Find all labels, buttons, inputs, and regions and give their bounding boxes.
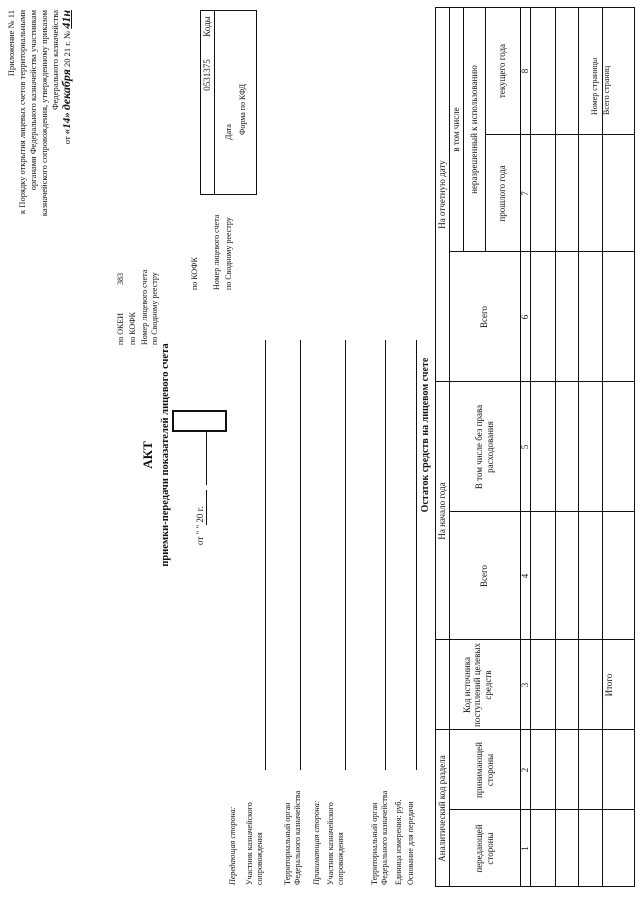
incl-header: в том числе: [450, 107, 461, 152]
analytic-header: Аналитический код раздела: [436, 755, 447, 862]
col-num-7: 7: [519, 191, 530, 196]
reg2-label: по Сводному реестру: [150, 272, 159, 345]
reg1-label: по Сводному реестру: [224, 217, 233, 290]
col-num-6: 6: [519, 314, 530, 320]
receive-side-label: Принимающая сторона:: [312, 800, 321, 885]
prev-year-header: прошлого года: [497, 165, 508, 222]
participant1-label: Участник казначейского сопровождения: [245, 802, 264, 885]
form-label: Форма по КФД: [238, 83, 247, 135]
basis-label: Основание для передачи: [406, 801, 415, 885]
participant2-label: Участник казначейского сопровождения: [326, 802, 345, 885]
transferring-header: передающей стороны: [474, 824, 495, 873]
terr1-label: Территориальный орган Федерального казначейства: [283, 790, 302, 885]
appendix-line5: Федерального казначейства: [50, 10, 60, 111]
col-num-1: 1: [519, 846, 530, 851]
form-code: 0531375: [202, 59, 213, 91]
terr2-label: Территориальный орган Федерального казначейства: [370, 790, 389, 885]
col-num-3: 3: [519, 682, 530, 688]
pages-total-label: Всего страниц: [602, 65, 611, 115]
col-num-8: 8: [519, 68, 530, 74]
okei-label: по ОКЕИ: [116, 312, 125, 345]
no-right-header: В том числе без права расходования: [474, 404, 495, 490]
report-date-header: На отчетную дату: [436, 160, 447, 229]
codes-header: Коды: [202, 16, 213, 37]
unresolved-header: неразрешенный к использованию: [468, 65, 479, 194]
appendix-date: от «14» декабря 20 21 г. № 41н: [59, 10, 73, 145]
total2-header: Всего: [479, 305, 490, 329]
acc1-label: Номер лицевого счета: [212, 214, 221, 290]
appendix-line1: Приложение № 11: [6, 10, 16, 77]
act-number-box: [172, 410, 227, 432]
acc2-label: Номер лицевого счета: [140, 269, 149, 345]
act-subtitle: приемки-передачи показателей лицевого счета: [160, 343, 171, 567]
kofk2-label: по КОФК: [128, 312, 137, 345]
appendix-line2: к Порядку открытия лицевых счетов территориальными: [17, 10, 27, 214]
date-label: Дата: [224, 124, 233, 140]
balance-title: Остаток средств на лицевом счете: [420, 357, 432, 513]
receiving-header: принимающей стороны: [474, 742, 495, 798]
page-number-label: Номер страницы: [590, 57, 599, 115]
appendix-line4: казначейского сопровождения, утвержденному приказом: [39, 10, 49, 217]
transfer-side-label: Передающая сторона:: [228, 806, 237, 885]
okei-code: 383: [116, 273, 125, 285]
appendix-block: [6, 10, 73, 265]
total-header: Всего: [479, 564, 490, 588]
col-num-4: 4: [519, 573, 530, 579]
col-num-2: 2: [519, 767, 530, 773]
kofk1-label: по КОФК: [190, 257, 199, 290]
act-date-line: от " " 20 г.: [195, 506, 205, 545]
source-code-header: Код источника поступлений целевых средств: [461, 643, 493, 727]
act-title: АКТ: [140, 441, 155, 469]
itogo-label: Итого: [603, 673, 614, 697]
unit-label: Единица измерения: руб.: [394, 799, 403, 885]
start-year-header: На начало года: [436, 482, 447, 540]
appendix-line3: органами Федерального казначейства участникам: [28, 10, 38, 191]
curr-year-header: текущего года: [497, 43, 508, 99]
col-num-5: 5: [519, 444, 530, 450]
